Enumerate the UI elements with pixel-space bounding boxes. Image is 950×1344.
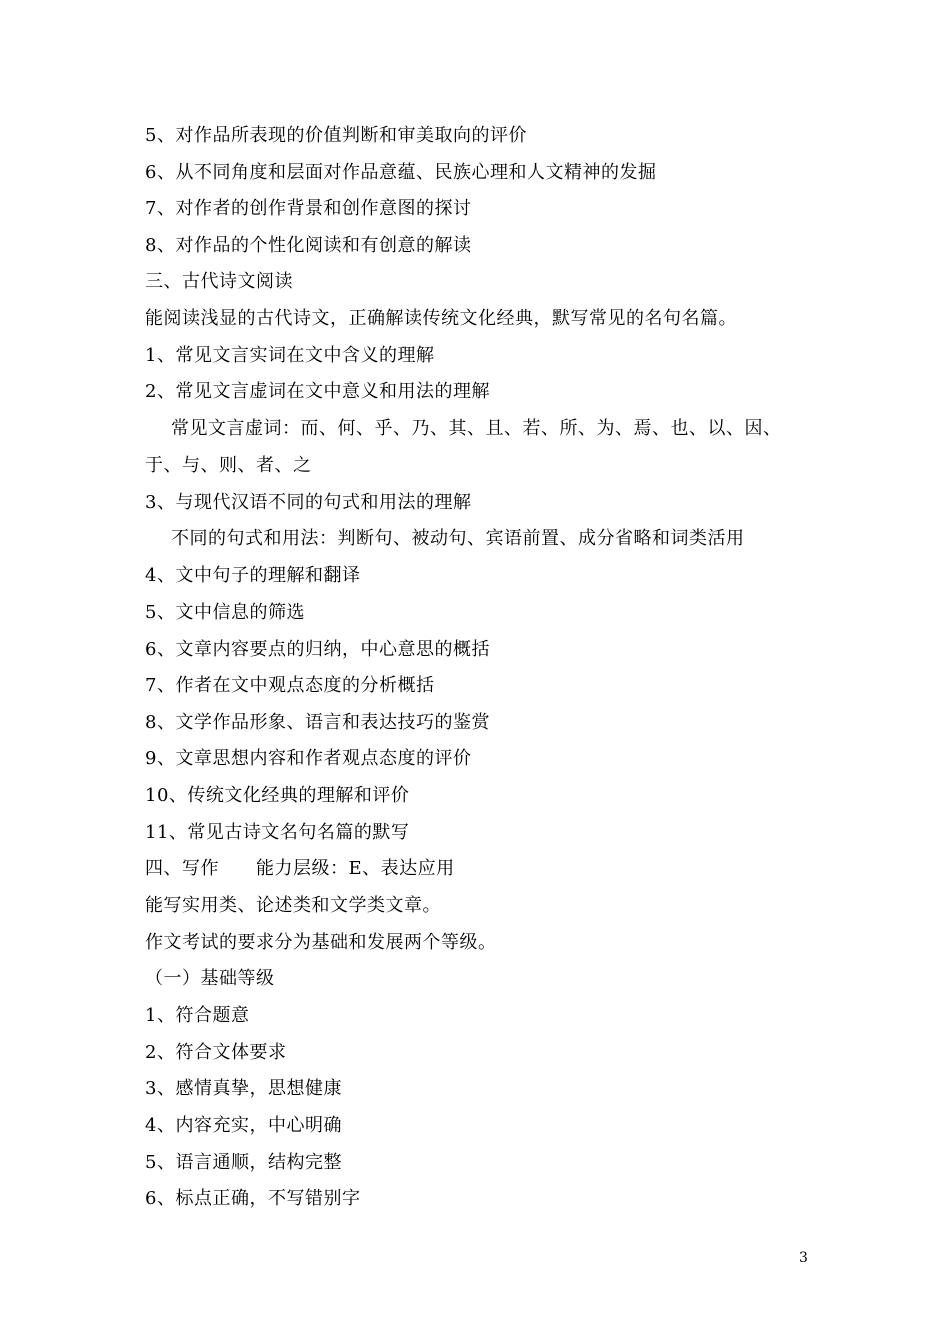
text-line: 10、传统文化经典的理解和评价 [145, 785, 410, 806]
text-line: 3、与现代汉语不同的句式和用法的理解 [145, 492, 472, 513]
text-line: 不同的句式和用法：判断句、被动句、宾语前置、成分省略和词类活用 [171, 528, 745, 549]
text-line: 7、对作者的创作背景和创作意图的探讨 [145, 198, 472, 219]
subsection-heading: （一）基础等级 [145, 968, 275, 989]
text-line: 5、文中信息的筛选 [145, 602, 305, 623]
text-line: 能阅读浅显的古代诗文，正确解读传统文化经典，默写常见的名句名篇。 [145, 308, 737, 329]
text-line: 8、文学作品形象、语言和表达技巧的鉴赏 [145, 712, 490, 733]
section-heading: 四、写作 能力层级：E、表达应用 [145, 858, 455, 879]
text-line: 2、符合文体要求 [145, 1042, 287, 1063]
text-line: 5、对作品所表现的价值判断和审美取向的评价 [145, 125, 527, 146]
text-line: 8、对作品的个性化阅读和有创意的解读 [145, 235, 472, 256]
text-line: 2、常见文言虚词在文中意义和用法的理解 [145, 381, 490, 402]
text-line: 5、语言通顺，结构完整 [145, 1152, 342, 1173]
text-line: 6、文章内容要点的归纳，中心意思的概括 [145, 639, 490, 660]
text-line: 作文考试的要求分为基础和发展两个等级。 [145, 932, 497, 953]
text-line: 6、从不同角度和层面对作品意蕴、民族心理和人文精神的发掘 [145, 162, 657, 183]
page-number: 3 [799, 1250, 808, 1266]
text-line: 7、作者在文中观点态度的分析概括 [145, 675, 435, 696]
text-line: 于、与、则、者、之 [145, 455, 312, 476]
text-line: 4、文中句子的理解和翻译 [145, 565, 361, 586]
text-line: 常见文言虚词：而、何、乎、乃、其、且、若、所、为、焉、也、以、因、 [171, 418, 782, 439]
text-line: 4、内容充实，中心明确 [145, 1115, 342, 1136]
text-line: 11、常见古诗文名句名篇的默写 [145, 822, 410, 843]
text-line: 3、感情真挚，思想健康 [145, 1078, 342, 1099]
text-line: 1、常见文言实词在文中含义的理解 [145, 345, 435, 366]
text-line: 6、标点正确，不写错别字 [145, 1188, 361, 1209]
section-heading: 三、古代诗文阅读 [145, 271, 293, 292]
text-line: 1、符合题意 [145, 1005, 250, 1026]
text-line: 能写实用类、论述类和文学类文章。 [145, 895, 441, 916]
text-line: 9、文章思想内容和作者观点态度的评价 [145, 748, 472, 769]
